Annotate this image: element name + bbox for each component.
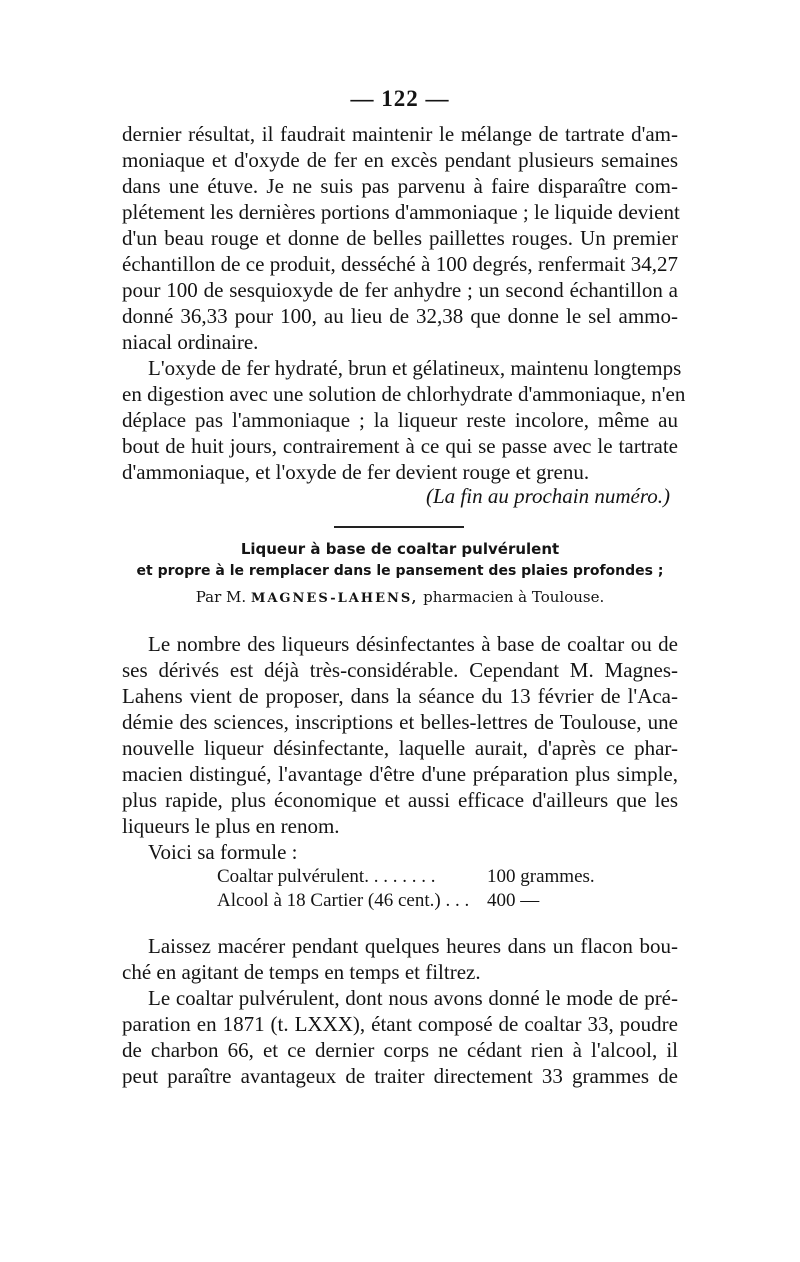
text-line: déplace pas l'ammoniaque ; la liqueur reste incolore, même au [122,408,678,432]
text-line: Lahens vient de proposer, dans la séance du 13 février de l'Aca- [122,684,678,708]
article-subtitle: et propre à le remplacer dans le pansement des plaies profondes ; [136,563,664,579]
text-line: échantillon de ce produit, desséché à 100 degrés, renfermait 34,27 [122,252,678,276]
text-line: ses dérivés est déjà très-considérable. Cependant M. Magnes- [122,658,678,682]
formula-row [217,890,539,912]
text-line: en digestion avec une solution de chlorhydrate d'ammoniaque, n'en [122,382,686,406]
ingredient-name: Alcool à 18 Cartier (46 cent.) . . . [217,890,470,911]
text-line: moniaque et d'oxyde de fer en excès pendant plusieurs semaines [122,148,678,172]
text-line: de charbon 66, et ce dernier corps ne cédant rien à l'alcool, il [122,1038,678,1062]
formula-intro: Voici sa formule : [148,840,298,864]
section-divider [334,526,464,528]
text-line: paration en 1871 (t. LXXX), étant composé de coaltar 33, poudre [122,1012,678,1036]
ingredient-name: Coaltar pulvérulent. . . . . . . . [217,866,436,887]
text-line: dernier résultat, il faudrait maintenir le mélange de tartrate d'am- [122,122,678,146]
article-title: Liqueur à base de coaltar pulvérulent [240,540,560,558]
ingredient-amount: 400 — [487,890,540,911]
formula-row [217,866,595,888]
text-line: d'un beau rouge et donne de belles paillettes rouges. Un premier [122,226,678,250]
text-line: démie des sciences, inscriptions et belles-lettres de Toulouse, une [122,710,678,734]
page-number: — 122 — [350,86,450,111]
text-line: bout de huit jours, contrairement à ce qui se passe avec le tartrate [122,434,678,458]
text-line: niacal ordinaire. [122,330,259,354]
article-byline [122,588,678,606]
text-line: Laissez macérer pendant quelques heures dans un flacon bou- [148,934,678,958]
text-line: peut paraître avantageux de traiter directement 33 grammes de [122,1064,678,1088]
author-name: MAGNES-LAHENS, [250,591,419,606]
text-line: Le coaltar pulvérulent, dont nous avons donné le mode de pré- [148,986,678,1010]
text-line: pour 100 de sesquioxyde de fer anhydre ; un second échantillon a [122,278,678,302]
text-line: Le nombre des liqueurs désinfectantes à base de coaltar ou de [148,632,678,656]
text-line: donné 36,33 pour 100, au lieu de 32,38 que donne le sel ammo- [122,304,678,328]
text-line: plétement les dernières portions d'ammoniaque ; le liquide devient [122,200,680,224]
byline-suffix: pharmacien à Toulouse. [423,588,605,606]
text-column [122,0,686,1262]
continuation-note: (La fin au prochain numéro.) [425,484,670,508]
text-line: dans une étuve. Je ne suis pas parvenu à faire disparaître com- [122,174,678,198]
ingredient-amount: 100 grammes. [487,866,595,887]
text-line: nouvelle liqueur désinfectante, laquelle aurait, d'après ce phar- [122,736,678,760]
byline-prefix: Par M. [195,588,247,606]
text-line: ché en agitant de temps en temps et filtrez. [122,960,481,984]
text-line: liqueurs le plus en renom. [122,814,340,838]
text-line: d'ammoniaque, et l'oxyde de fer devient rouge et grenu. [122,460,590,484]
text-line: L'oxyde de fer hydraté, brun et gélatineux, maintenu longtemps [148,356,682,380]
text-line: plus rapide, plus économique et aussi efficace d'ailleurs que les [122,788,678,812]
text-line: macien distingué, l'avantage d'être d'une préparation plus simple, [122,762,678,786]
